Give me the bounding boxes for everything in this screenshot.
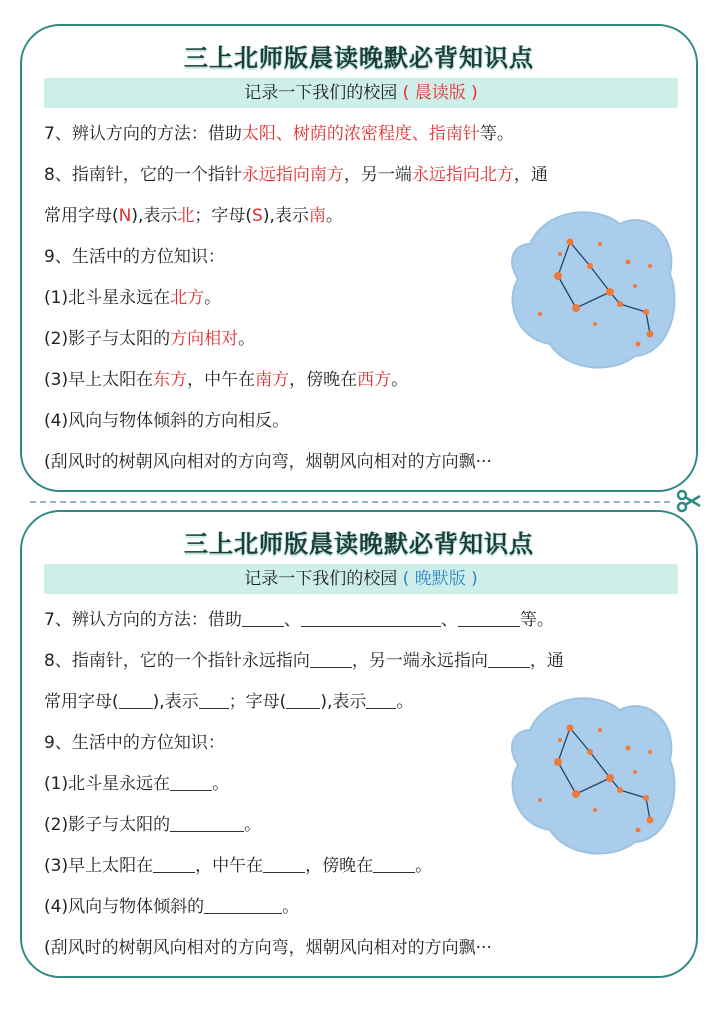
cut-line [30, 501, 670, 503]
evening-dictation-card [20, 510, 698, 978]
scissors-icon [676, 488, 702, 514]
point-5: (刮风时的树朝风向相对的方向弯，烟朝风向相对的方向飘··· [44, 938, 492, 958]
point-5: (刮风时的树朝风向相对的方向弯，烟朝风向相对的方向飘··· [44, 452, 492, 472]
answer-blank[interactable] [170, 811, 244, 832]
subtitle-text: 记录一下我们的校园 [244, 83, 398, 103]
big-dipper-illustration [500, 690, 680, 860]
line-7: 7、辨认方向的方法：借助 、 、 等。 [44, 600, 684, 641]
answer-blank[interactable] [242, 606, 284, 627]
answer-blank[interactable] [373, 852, 415, 873]
answer-blank[interactable] [204, 893, 282, 914]
morning-reading-card [20, 24, 698, 492]
point-4: (4)风向与物体倾斜的 。 [44, 887, 684, 928]
line-9: 9、生活中的方位知识： [44, 247, 225, 267]
answer-blank[interactable] [488, 647, 530, 668]
point-3: (3)早上太阳在 ，中午在 ，傍晚在 。 [44, 846, 684, 887]
line-8: 8、指南针，它的一个指针永远指向 ，另一端永远指向 ，通 [44, 641, 684, 682]
line-8: 8、指南针，它的一个指针永远指向南方，另一端永远指向北方，通 [44, 165, 548, 185]
line-7: 7、辨认方向的方法：借助太阳、树荫的浓密程度、指南针等。 [44, 124, 514, 144]
answer-blank[interactable] [263, 852, 305, 873]
answer-blank[interactable] [153, 852, 195, 873]
point-1: (1)北斗星永远在 。 [44, 764, 684, 805]
edition-label: ( 晨读版 ) [402, 83, 478, 103]
line-9: 9、生活中的方位知识： [44, 733, 225, 753]
answer-blank[interactable] [119, 688, 153, 709]
point-1: (1)北斗星永远在北方。 [44, 288, 222, 308]
answer-blank[interactable] [286, 688, 320, 709]
answer-blank[interactable] [458, 606, 520, 627]
point-2: (2)影子与太阳的 。 [44, 805, 684, 846]
answer-blank[interactable] [199, 688, 229, 709]
subtitle-bar [44, 564, 678, 594]
edition-label: ( 晚默版 ) [402, 569, 478, 589]
point-4: (4)风向与物体倾斜的方向相反。 [44, 411, 290, 431]
subtitle-bar [44, 78, 678, 108]
big-dipper-illustration [500, 204, 680, 374]
answer-blank[interactable] [310, 647, 352, 668]
point-2: (2)影子与太阳的方向相对。 [44, 329, 256, 349]
point-3: (3)早上太阳在东方，中午在南方，傍晚在西方。 [44, 370, 409, 390]
answer-blank[interactable] [170, 770, 212, 791]
subtitle-text: 记录一下我们的校园 [244, 569, 398, 589]
answer-blank[interactable] [301, 606, 441, 627]
answer-blank[interactable] [366, 688, 396, 709]
line-8-continued: 常用字母( ),表示 ；字母( ),表示 。 [44, 682, 684, 723]
card-title: 三上北师版晨读晚默必背知识点 [184, 530, 534, 558]
line-8-continued: 常用字母(N),表示北；字母(S),表示南。 [44, 206, 343, 226]
card-title: 三上北师版晨读晚默必背知识点 [184, 44, 534, 72]
